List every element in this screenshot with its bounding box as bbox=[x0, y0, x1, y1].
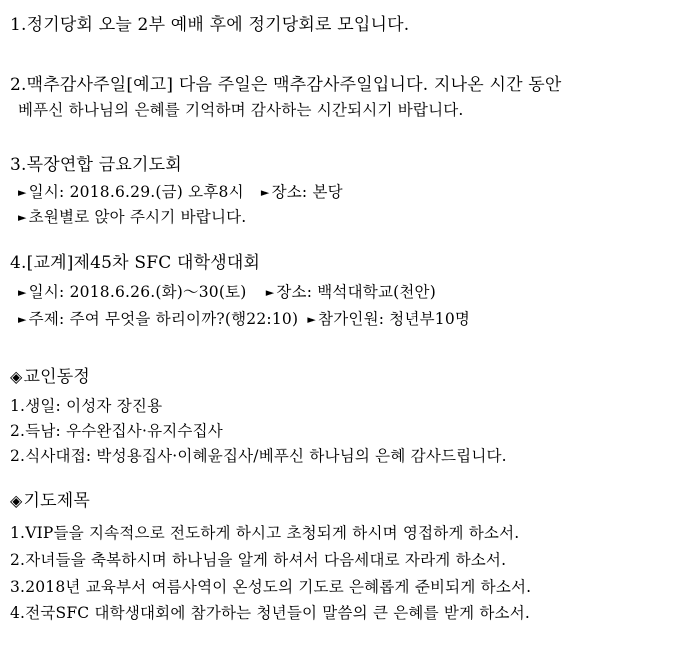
members-meal-thanks: 2.식사대접: 박성용집사·이혜윤집사/베푸신 하나님의 은혜 감사드립니다. bbox=[10, 447, 507, 465]
notice-3-place: 장소: 본당 bbox=[271, 183, 343, 201]
prayer-item-1 bbox=[10, 523, 519, 543]
notice-3-title bbox=[10, 154, 182, 176]
notice-3-title-text: 3.목장연합 금요기도회 bbox=[10, 155, 182, 175]
notice-3-detail-1 bbox=[18, 182, 343, 204]
prayer-item-4-text: 4.전국SFC 대학생대회에 참가하는 청년들이 말씀의 큰 은혜를 받게 하소서. bbox=[10, 604, 531, 622]
members-item-1 bbox=[10, 396, 162, 416]
prayer-title-text: 기도제목 bbox=[23, 491, 91, 511]
notice-4-title-text: 4.[교계]제45차 SFC 대학생대회 bbox=[10, 253, 261, 273]
prayer-item-3-text: 3.2018년 교육부서 여름사역이 온성도의 기도로 은혜롭게 준비되게 하소서. bbox=[10, 578, 532, 596]
notice-2-line-1: 2.맥추감사주일[예고] 다음 주일은 맥추감사주일입니다. 지나온 시간 동안 bbox=[10, 75, 562, 95]
notice-4-participants: 참가인원: 청년부10명 bbox=[318, 310, 471, 328]
bullet-arrow-icon: ► bbox=[18, 286, 27, 299]
notice-4-place: 장소: 백석대학교(천안) bbox=[276, 283, 436, 301]
members-item-3 bbox=[10, 446, 507, 466]
notice-2-continuation bbox=[18, 100, 464, 120]
notice-3-detail-2 bbox=[18, 207, 246, 229]
prayer-item-1-text: 1.VIP들을 지속적으로 전도하게 하시고 초청되게 하시며 영접하게 하소서. bbox=[10, 524, 520, 542]
members-birth-son: 2.득남: 우수완집사·유지수집사 bbox=[10, 422, 223, 440]
members-birthday: 1.생일: 이성자 장진용 bbox=[10, 397, 163, 415]
notice-4-detail-1 bbox=[18, 282, 436, 304]
bullet-arrow-icon: ► bbox=[18, 313, 27, 326]
bullet-arrow-icon: ► bbox=[265, 286, 275, 299]
bullet-arrow-icon: ► bbox=[307, 313, 317, 326]
diamond-icon: ◈ bbox=[10, 367, 23, 386]
notice-2 bbox=[10, 74, 562, 96]
notice-4-theme: 주제: 주여 무엇을 하리이까?(행22:10) bbox=[28, 310, 299, 328]
notice-3-note: 초원별로 앉아 주시기 바랍니다. bbox=[28, 208, 247, 226]
members-title-text: 교인동정 bbox=[23, 367, 91, 387]
diamond-icon: ◈ bbox=[10, 491, 23, 510]
members-item-2 bbox=[10, 421, 223, 441]
notice-1 bbox=[10, 14, 409, 36]
prayer-item-2-text: 2.자녀들을 축복하시며 하나님을 알게 하셔서 다음세대로 자라게 하소서. bbox=[10, 551, 507, 569]
bullet-arrow-icon: ► bbox=[18, 211, 27, 224]
prayer-item-3 bbox=[10, 577, 531, 597]
notice-3-datetime: 일시: 2018.6.29.(금) 오후8시 bbox=[28, 183, 244, 201]
notice-4-detail-2 bbox=[18, 309, 470, 331]
prayer-item-2 bbox=[10, 550, 506, 570]
prayer-section-title bbox=[10, 490, 90, 512]
bullet-arrow-icon: ► bbox=[260, 186, 270, 199]
notice-1-text: 1.정기당회 오늘 2부 예배 후에 정기당회로 모입니다. bbox=[10, 15, 410, 35]
notice-4-title bbox=[10, 252, 260, 274]
notice-4-datetime: 일시: 2018.6.26.(화)～30(토) bbox=[28, 283, 247, 301]
notice-2-line-2: 베푸신 하나님의 은혜를 기억하며 감사하는 시간되시기 바랍니다. bbox=[18, 101, 464, 119]
members-section-title bbox=[10, 366, 90, 388]
bullet-arrow-icon: ► bbox=[18, 186, 27, 199]
prayer-item-4 bbox=[10, 603, 530, 623]
